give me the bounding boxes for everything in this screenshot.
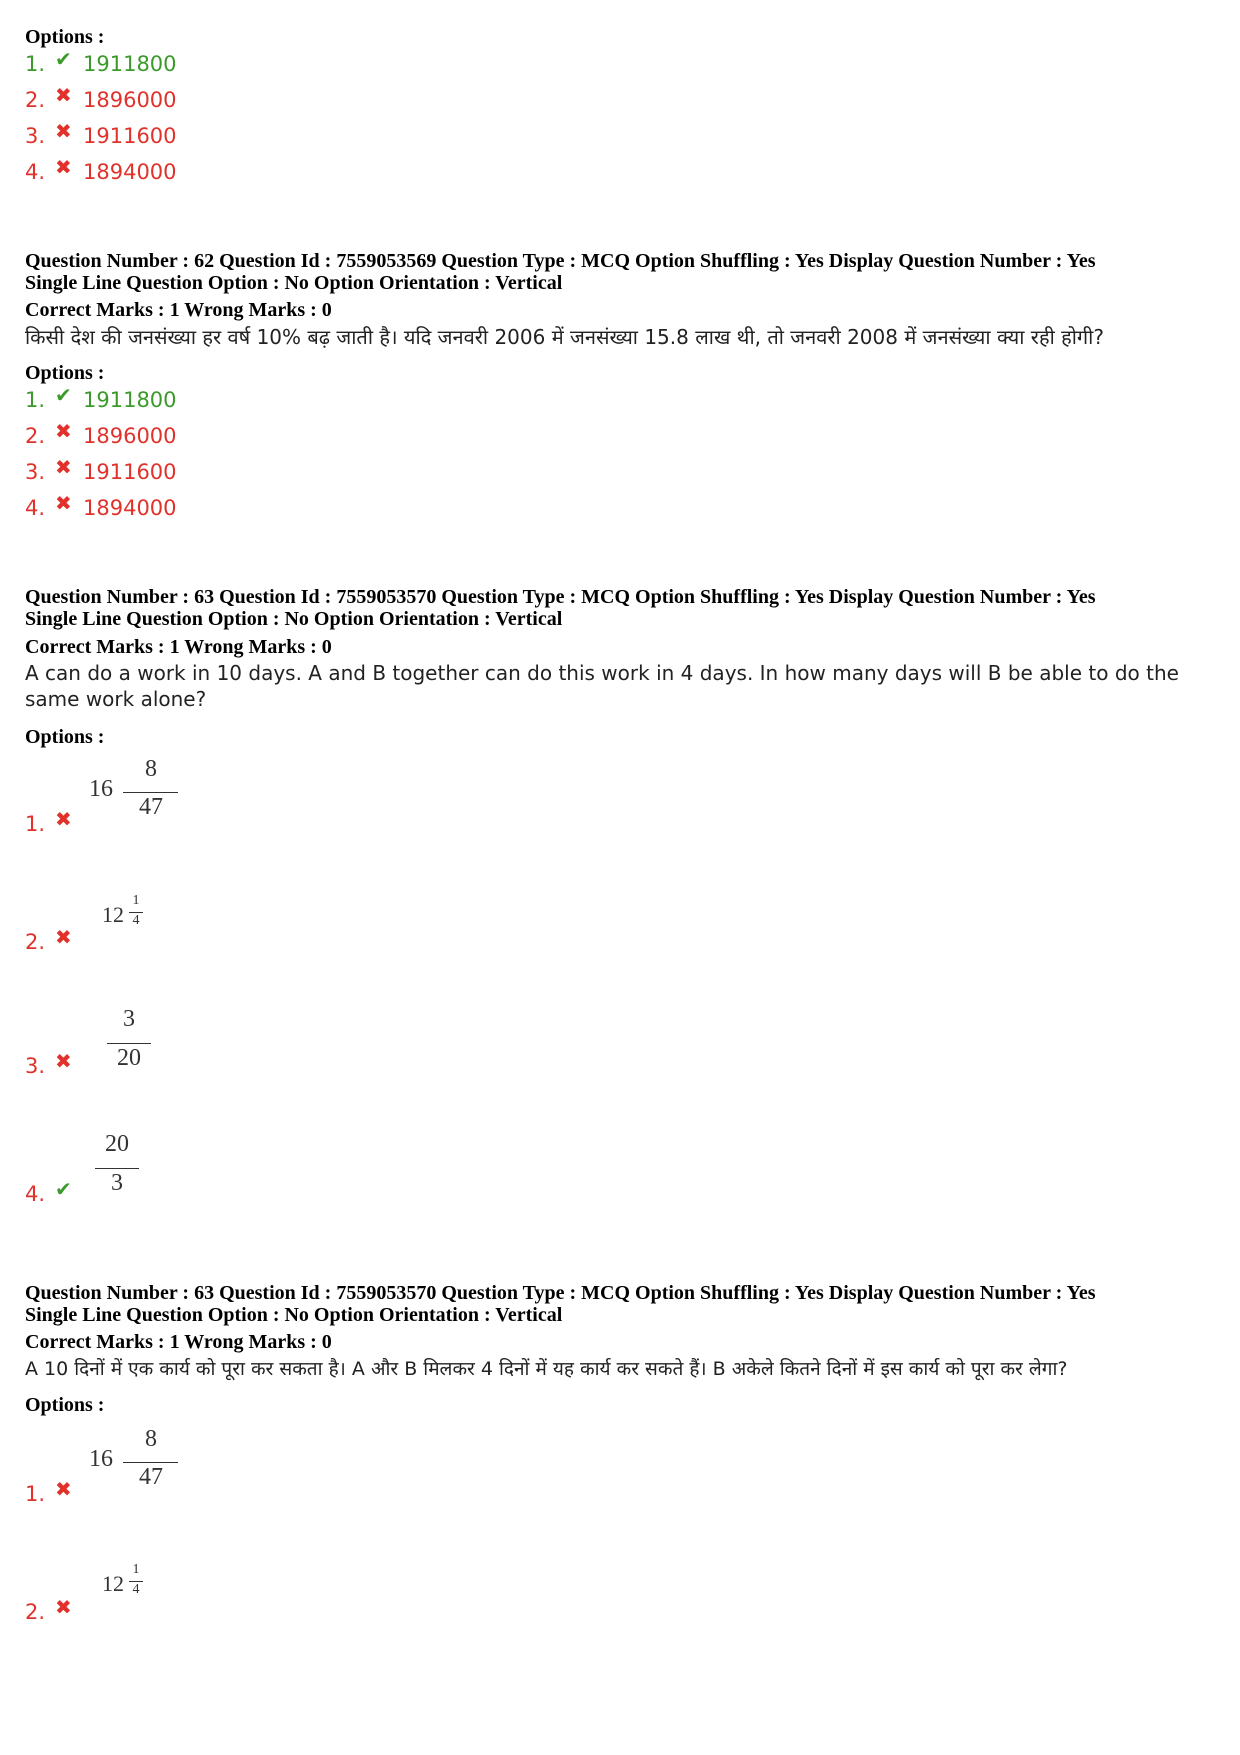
option-1 <box>25 384 177 416</box>
option-value: 1896000 <box>83 424 177 448</box>
option-value: 1894000 <box>83 496 177 520</box>
option-1 <box>25 807 72 836</box>
fraction-whole: 16 <box>89 776 113 802</box>
cross-icon: ✖ <box>55 491 72 515</box>
cross-icon: ✖ <box>55 1049 72 1073</box>
fraction-whole: 12 <box>102 902 124 927</box>
question-meta-line-2: Single Line Question Option : No Option Orientation : Vertical <box>25 608 563 630</box>
fraction-whole: 12 <box>102 1571 124 1596</box>
options-label: Options : <box>25 1394 105 1416</box>
option-number: 4. <box>25 496 46 520</box>
option-number: 4. <box>25 160 46 184</box>
option-value: 1894000 <box>83 160 177 184</box>
question-text: A 10 दिनों में एक कार्य को पूरा कर सकता है। A और B मिलकर 4 दिनों में यह कार्य कर सकते हैं। B अकेले कितने दिनों में इस कार्य को पूरा कर लेगा? <box>25 1358 1068 1380</box>
fraction-numerator: 20 <box>105 1131 129 1157</box>
question-meta-line-1: Question Number : 63 Question Id : 7559053570 Question Type : MCQ Option Shuffling : Yes Display Question Number : Yes <box>25 586 1096 608</box>
option-1 <box>25 48 177 80</box>
question-marks: Correct Marks : 1 Wrong Marks : 0 <box>25 1331 332 1353</box>
cross-icon: ✖ <box>55 1477 72 1501</box>
option-number: 1. <box>25 388 46 412</box>
option-4 <box>25 1177 72 1206</box>
option-value: 1911800 <box>83 388 177 412</box>
fraction-numerator: 1 <box>132 1562 140 1577</box>
question-marks: Correct Marks : 1 Wrong Marks : 0 <box>25 636 332 658</box>
check-icon: ✔ <box>55 1177 72 1201</box>
option-number: 4. <box>25 1182 46 1206</box>
option-4 <box>25 156 177 188</box>
option-2 <box>25 84 177 116</box>
cross-icon: ✖ <box>55 455 72 479</box>
fraction-denominator: 4 <box>132 913 140 928</box>
option-number: 1. <box>25 1482 46 1506</box>
option-number: 3. <box>25 1054 46 1078</box>
option-value: 1911600 <box>83 460 177 484</box>
cross-icon: ✖ <box>55 419 72 443</box>
option-number: 1. <box>25 812 46 836</box>
option-value: 1911800 <box>83 52 177 76</box>
fraction-denominator: 20 <box>117 1045 141 1071</box>
option-3 <box>25 120 177 152</box>
question-meta-line-2: Single Line Question Option : No Option Orientation : Vertical <box>25 272 563 294</box>
option-2 <box>25 420 177 452</box>
cross-icon: ✖ <box>55 83 72 107</box>
fraction-whole: 16 <box>89 1446 113 1472</box>
options-label: Options : <box>25 26 105 48</box>
question-text: किसी देश की जनसंख्या हर वर्ष 10% बढ़ जाती है। यदि जनवरी 2006 में जनसंख्या 15.8 लाख थी, तो जनवरी 2008 में जनसंख्या क्या रही होगी? <box>25 325 1104 349</box>
question-meta-line-1: Question Number : 63 Question Id : 7559053570 Question Type : MCQ Option Shuffling : Yes Display Question Number : Yes <box>25 1282 1096 1304</box>
fraction-denominator: 47 <box>139 794 163 820</box>
cross-icon: ✖ <box>55 155 72 179</box>
cross-icon: ✖ <box>55 807 72 831</box>
option-2 <box>25 1595 72 1624</box>
question-meta-line-1: Question Number : 62 Question Id : 7559053569 Question Type : MCQ Option Shuffling : Yes Display Question Number : Yes <box>25 250 1096 272</box>
option-4 <box>25 492 177 524</box>
options-label: Options : <box>25 362 105 384</box>
option-number: 3. <box>25 124 46 148</box>
option-2 <box>25 925 72 954</box>
fraction-bar <box>123 792 178 793</box>
check-icon: ✔ <box>55 383 72 407</box>
option-number: 2. <box>25 930 46 954</box>
fraction-bar <box>107 1043 151 1044</box>
cross-icon: ✖ <box>55 925 72 949</box>
fraction-numerator: 3 <box>123 1006 135 1032</box>
cross-icon: ✖ <box>55 119 72 143</box>
fraction-numerator: 8 <box>145 1426 157 1452</box>
fraction-denominator: 47 <box>139 1464 163 1490</box>
option-3 <box>25 1049 72 1078</box>
option-number: 2. <box>25 424 46 448</box>
option-number: 3. <box>25 460 46 484</box>
fraction-bar <box>95 1168 139 1169</box>
option-number: 2. <box>25 88 46 112</box>
fraction-numerator: 8 <box>145 756 157 782</box>
option-value: 1911600 <box>83 124 177 148</box>
option-3 <box>25 456 177 488</box>
option-number: 1. <box>25 52 46 76</box>
fraction-numerator: 1 <box>132 893 140 908</box>
fraction-bar <box>123 1462 178 1463</box>
option-value: 1896000 <box>83 88 177 112</box>
cross-icon: ✖ <box>55 1595 72 1619</box>
question-meta-line-2: Single Line Question Option : No Option Orientation : Vertical <box>25 1304 563 1326</box>
fraction-denominator: 3 <box>111 1170 123 1196</box>
question-text: A can do a work in 10 days. A and B together can do this work in 4 days. In how many days will B be able to do the same work alone? <box>25 661 1179 711</box>
fraction-denominator: 4 <box>132 1582 140 1597</box>
option-number: 2. <box>25 1600 46 1624</box>
options-label: Options : <box>25 726 105 748</box>
check-icon: ✔ <box>55 47 72 71</box>
question-marks: Correct Marks : 1 Wrong Marks : 0 <box>25 299 332 321</box>
option-1 <box>25 1477 72 1506</box>
